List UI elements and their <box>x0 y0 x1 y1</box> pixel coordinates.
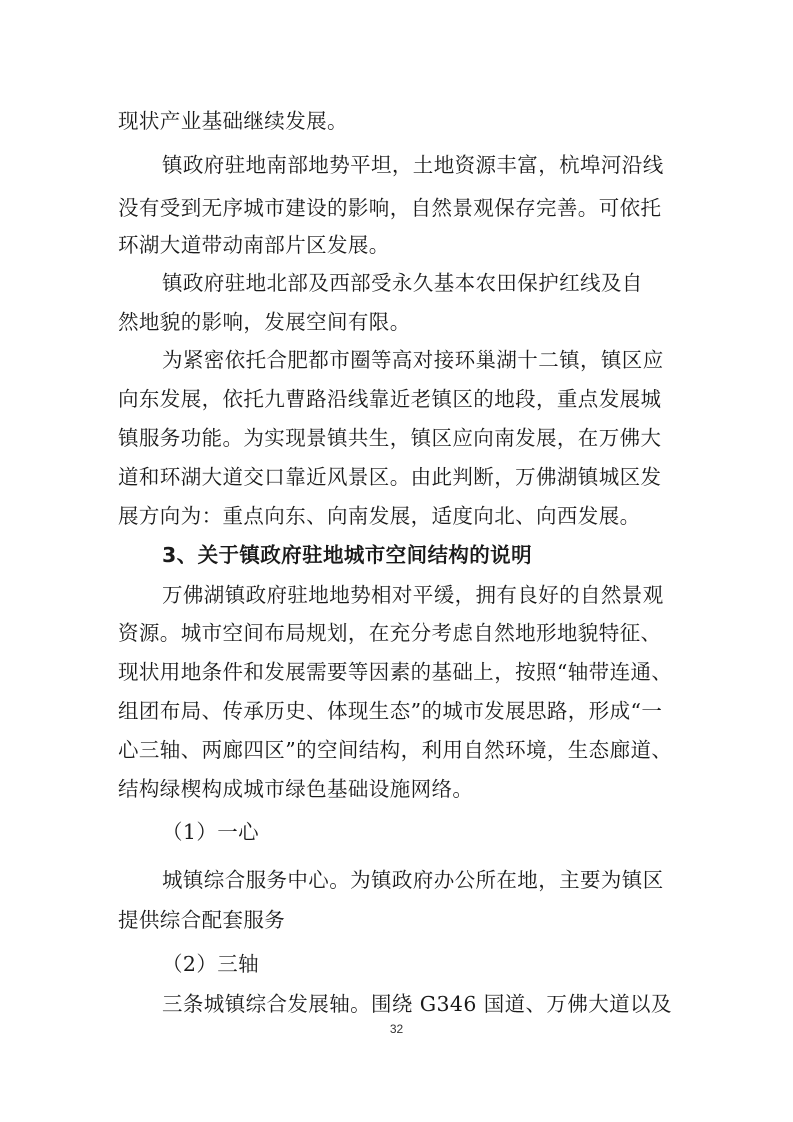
text-line: 资源。城市空间布局规划，在充分考虑自然地形地貌特征、 <box>118 621 662 645</box>
text-line: 现状用地条件和发展需要等因素的基础上，按照“轴带连通、 <box>118 660 673 684</box>
text-line: 环湖大道带动南部片区发展。 <box>118 233 390 257</box>
text-line: 然地貌的影响，发展空间有限。 <box>118 310 411 334</box>
text-line: 为紧密依托合肥都市圈等高对接环巢湖十二镇，镇区应 <box>162 348 664 372</box>
subsection-label: （1）一心 <box>162 820 260 844</box>
text-line: 道和环湖大道交口靠近风景区。由此判断，万佛湖镇城区发 <box>118 465 662 489</box>
text-line: 提供综合配套服务 <box>118 908 286 932</box>
section-heading: 3、关于镇政府驻地城市空间结构的说明 <box>162 543 532 567</box>
text-line: 结构绿楔构成城市绿色基础设施网络。 <box>118 777 474 801</box>
text-line: 向东发展，依托九曹路沿线靠近老镇区的地段，重点发展城 <box>118 387 662 411</box>
text-line: 镇服务功能。为实现景镇共生，镇区应向南发展，在万佛大 <box>118 426 662 450</box>
text-line: 现状产业基础继续发展。 <box>118 109 348 133</box>
text-line: 万佛湖镇政府驻地地势相对平缓，拥有良好的自然景观 <box>162 583 664 607</box>
page-number: 32 <box>389 1022 404 1036</box>
text-line: 组团布局、传承历史、体现生态”的城市发展思路，形成“一 <box>118 699 663 723</box>
text-line: 没有受到无序城市建设的影响，自然景观保存完善。可依托 <box>118 196 662 220</box>
text-line: 镇政府驻地南部地势平坦，土地资源丰富，杭埠河沿线 <box>162 153 664 177</box>
text-line: 心三轴、两廊四区”的空间结构，利用自然环境，生态廊道、 <box>118 738 673 762</box>
text-line: 三条城镇综合发展轴。围绕 G346 国道、万佛大道以及 <box>162 992 672 1016</box>
text-line: 城镇综合服务中心。为镇政府办公所在地，主要为镇区 <box>162 868 664 892</box>
subsection-label: （2）三轴 <box>162 952 260 976</box>
text-line: 镇政府驻地北部及西部受永久基本农田保护红线及自 <box>162 271 643 295</box>
text-line: 展方向为：重点向东、向南发展，适度向北、向西发展。 <box>118 504 641 528</box>
